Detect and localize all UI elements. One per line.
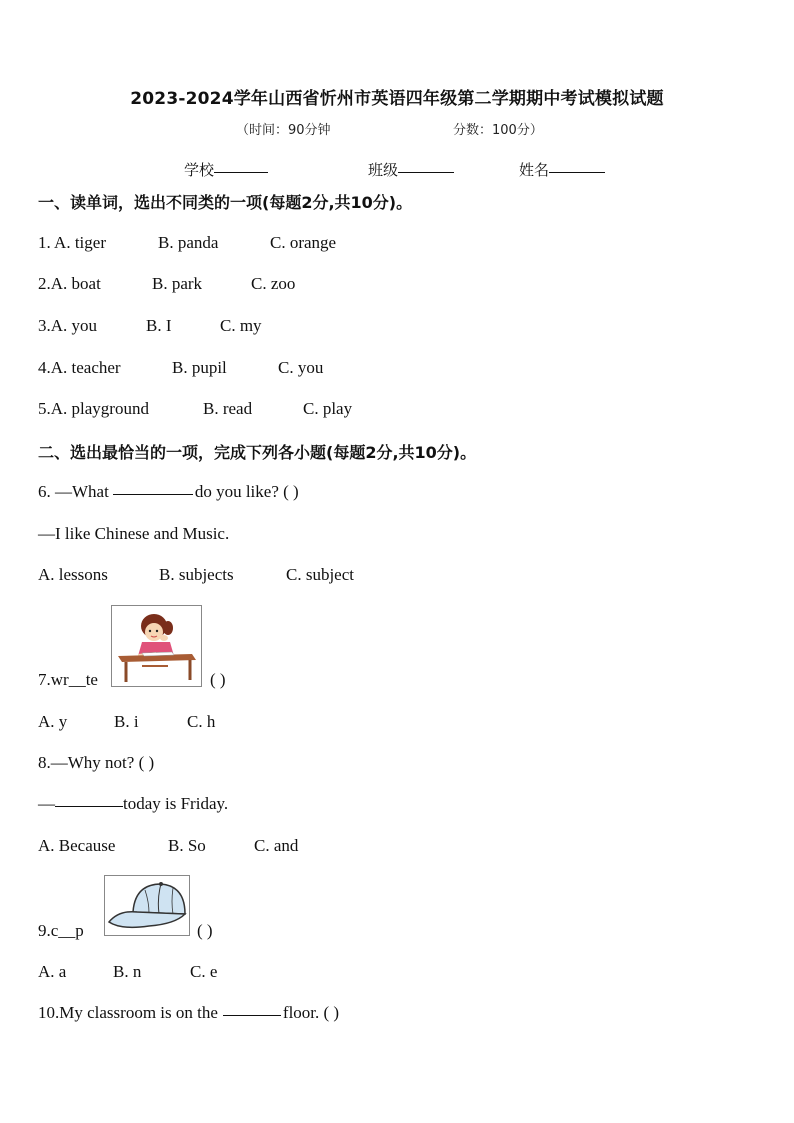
q4-option-a: 4.A. teacher — [38, 358, 121, 377]
q6-blank[interactable] — [113, 493, 193, 495]
girl-writing-image — [111, 605, 202, 687]
q5-option-c: C. play — [303, 399, 353, 418]
q8-option-b: B. So — [168, 836, 206, 855]
class-blank[interactable] — [398, 171, 454, 173]
school-label: 学校 — [184, 161, 215, 179]
q1-option-c: C. orange — [270, 233, 337, 252]
q7-stem: 7.wr__te — [38, 670, 98, 689]
q3-option-b: B. I — [146, 316, 172, 335]
q6-option-b: B. subjects — [159, 565, 234, 584]
class-label: 班级 — [368, 161, 399, 179]
q9-answer-paren: ( ) — [197, 921, 213, 940]
question-7 — [38, 670, 98, 690]
q8-option-c: C. and — [254, 836, 299, 855]
q8-options — [38, 836, 298, 856]
girl-writing-icon — [112, 606, 201, 686]
q9-option-a: A. a — [38, 962, 67, 981]
q2-option-b: B. park — [152, 274, 203, 293]
q5-option-a: 5.A. playground — [38, 399, 149, 418]
q3-option-c: C. my — [220, 316, 262, 335]
cap-icon — [105, 876, 189, 935]
q8-reply — [38, 794, 228, 814]
q6-reply: —I like Chinese and Music. — [38, 524, 230, 543]
q9-option-c: C. e — [190, 962, 218, 981]
question-1 — [38, 233, 336, 253]
name-blank[interactable] — [549, 171, 605, 173]
score-info: 分数：100分） — [453, 123, 543, 138]
q9-option-b: B. n — [113, 962, 142, 981]
q8-reply-dash: — — [38, 794, 55, 813]
question-2 — [38, 274, 295, 294]
q6-stem-start: 6. —What — [38, 482, 109, 501]
page-title: 2023-2024学年山西省忻州市英语四年级第二学期期中考试模拟试题 — [130, 89, 664, 109]
section-1-title: 一、读单词，选出不同类的一项(每题2分,共10分)。 — [38, 193, 413, 212]
q2-option-a: 2.A. boat — [38, 274, 101, 293]
q7-option-b: B. i — [114, 712, 139, 731]
school-field — [184, 159, 268, 180]
q8-blank[interactable] — [55, 805, 123, 807]
question-4 — [38, 358, 323, 378]
question-9: 9.c__p — [38, 921, 84, 940]
q9-options — [38, 962, 217, 982]
question-5 — [38, 399, 352, 419]
q6-option-c: C. subject — [286, 565, 354, 584]
question-10 — [38, 1003, 339, 1023]
q7-answer-paren: ( ) — [210, 670, 226, 689]
name-field — [519, 159, 605, 180]
q10-blank[interactable] — [223, 1014, 281, 1016]
q6-option-a: A. lessons — [38, 565, 108, 584]
question-6 — [38, 482, 299, 502]
q7-option-c: C. h — [187, 712, 216, 731]
q6-options — [38, 565, 354, 585]
q10-stem-start: 10.My classroom is on the — [38, 1003, 218, 1022]
q7-option-a: A. y — [38, 712, 68, 731]
cap-image — [104, 875, 190, 936]
section-2-title: 二、选出最恰当的一项，完成下列各小题(每题2分,共10分)。 — [38, 443, 477, 462]
q6-stem-end: do you like? ( ) — [194, 482, 299, 501]
class-field — [368, 159, 454, 180]
q1-option-b: B. panda — [158, 233, 219, 252]
q3-option-a: 3.A. you — [38, 316, 98, 335]
q2-option-c: C. zoo — [251, 274, 296, 293]
q4-option-b: B. pupil — [172, 358, 227, 377]
q7-options — [38, 712, 215, 732]
q8-option-a: A. Because — [38, 836, 116, 855]
school-blank[interactable] — [214, 171, 268, 173]
q10-stem-end: floor. ( ) — [282, 1003, 340, 1022]
question-3 — [38, 316, 262, 336]
time-info: （时间：90分钟 — [236, 123, 331, 138]
question-8: 8.—Why not? ( ) — [38, 753, 155, 772]
q5-option-b: B. read — [203, 399, 253, 418]
q1-option-a: 1. A. tiger — [38, 233, 106, 252]
name-label: 姓名 — [519, 161, 550, 179]
q4-option-c: C. you — [278, 358, 324, 377]
q8-reply-end: today is Friday. — [123, 794, 229, 813]
